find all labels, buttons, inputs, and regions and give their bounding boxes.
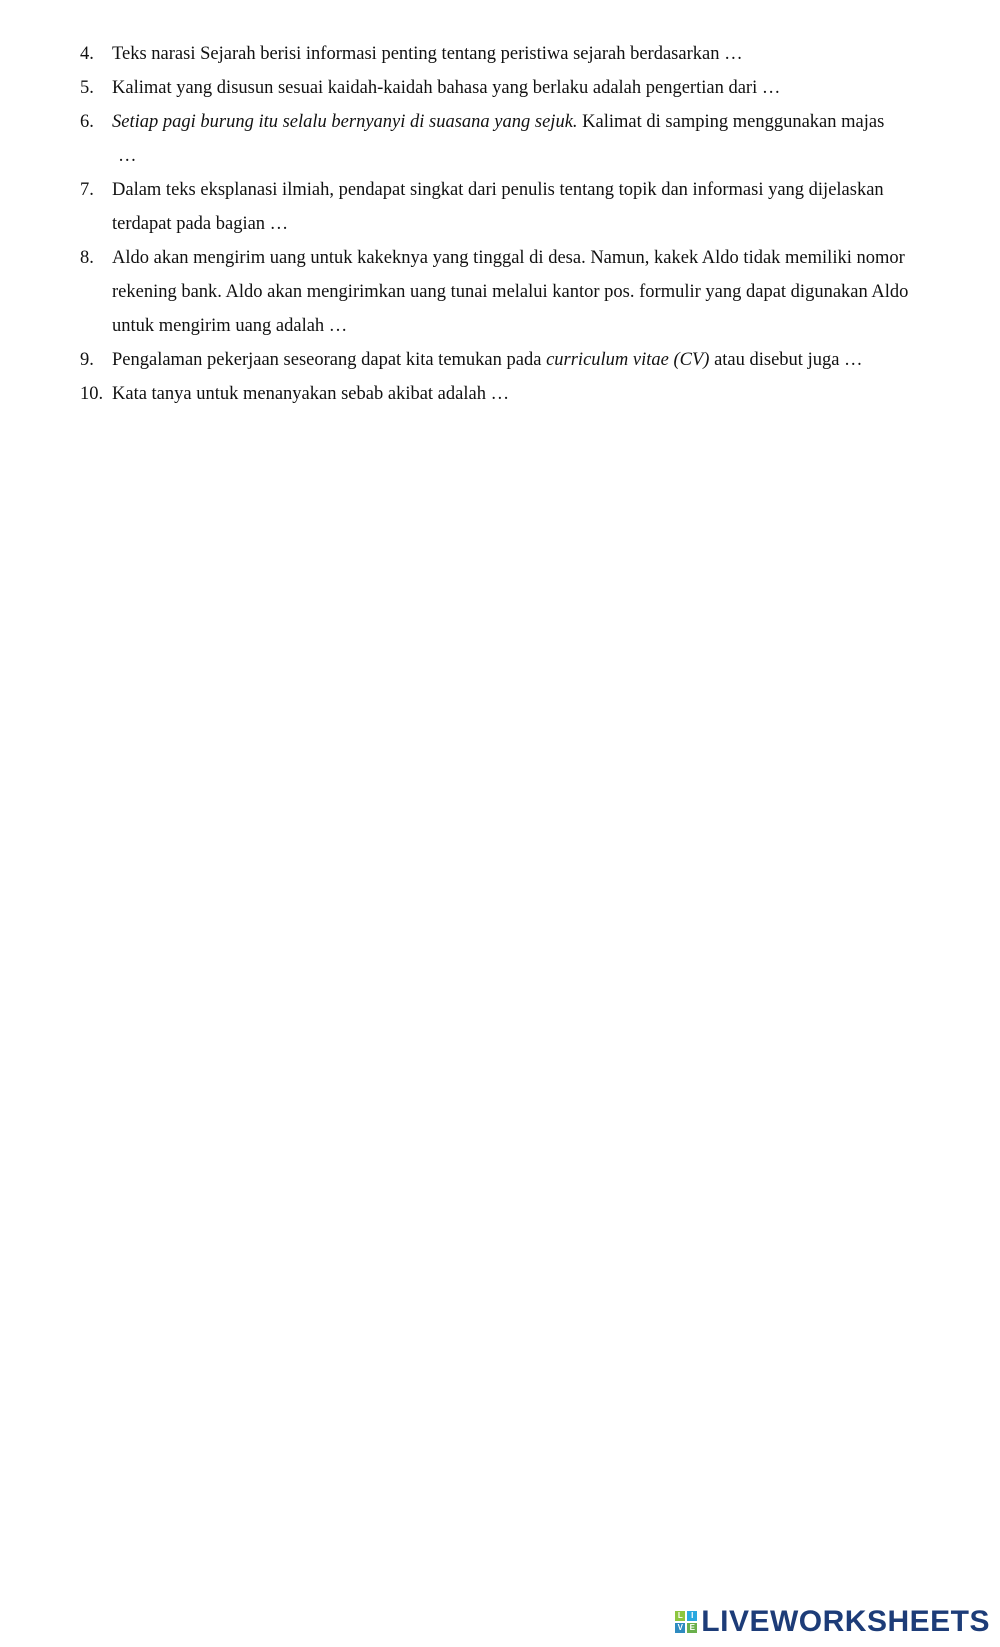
question-8 xyxy=(80,241,940,343)
question-text-tail: atau disebut juga … xyxy=(709,350,863,370)
question-number: 8. xyxy=(80,248,94,268)
example-sentence: Setiap pagi burung itu selalu bernyanyi di suasana yang sejuk. xyxy=(112,112,578,132)
question-list xyxy=(80,37,940,411)
question-7 xyxy=(80,173,940,241)
logo-wordmark: LIVEWORKSHEETS xyxy=(701,1605,990,1638)
liveworksheets-logo xyxy=(675,1607,990,1637)
question-10 xyxy=(80,377,940,411)
question-text: Teks narasi Sejarah berisi informasi penting tentang peristiwa sejarah berdasarkan … xyxy=(112,44,743,64)
question-5 xyxy=(80,71,940,105)
question-text-head: Pengalaman pekerjaan seseorang dapat kita temukan pada xyxy=(112,350,547,370)
question-text xyxy=(112,105,940,139)
question-text-tail: Kalimat di samping menggunakan majas xyxy=(577,112,885,132)
question-text: Kata tanya untuk menanyakan sebab akibat adalah … xyxy=(112,384,510,404)
question-text xyxy=(112,343,940,377)
question-text: Kalimat yang disusun sesuai kaidah-kaidah bahasa yang berlaku adalah pengertian dari … xyxy=(112,78,781,98)
question-number: 9. xyxy=(80,350,94,370)
logo-block-v: V xyxy=(675,1623,685,1633)
logo-block-i: I xyxy=(687,1611,697,1621)
question-number: 10. xyxy=(80,384,104,404)
logo-icon xyxy=(675,1611,697,1633)
cv-term: curriculum vitae (CV) xyxy=(546,350,710,370)
logo-block-l: L xyxy=(675,1611,685,1621)
question-number: 5. xyxy=(80,78,94,98)
question-9 xyxy=(80,343,940,377)
question-4 xyxy=(80,37,940,71)
question-number: 7. xyxy=(80,180,94,200)
question-6 xyxy=(80,105,940,173)
question-number: 6. xyxy=(80,112,94,132)
question-text: Aldo akan mengirim uang untuk kakeknya yang tinggal di desa. Namun, kakek Aldo tidak memiliki nomor rekening bank. Aldo akan mengirimkan uang tunai melalui kantor pos. formulir yang dapat digunakan Aldo untuk mengirim uang adalah … xyxy=(112,248,909,336)
question-text: Dalam teks eksplanasi ilmiah, pendapat singkat dari penulis tentang topik dan informasi yang dijelaskan terdapat pada bagian … xyxy=(112,180,884,234)
question-continuation: … xyxy=(118,146,137,166)
logo-block-e: E xyxy=(687,1623,697,1633)
question-number: 4. xyxy=(80,44,94,64)
